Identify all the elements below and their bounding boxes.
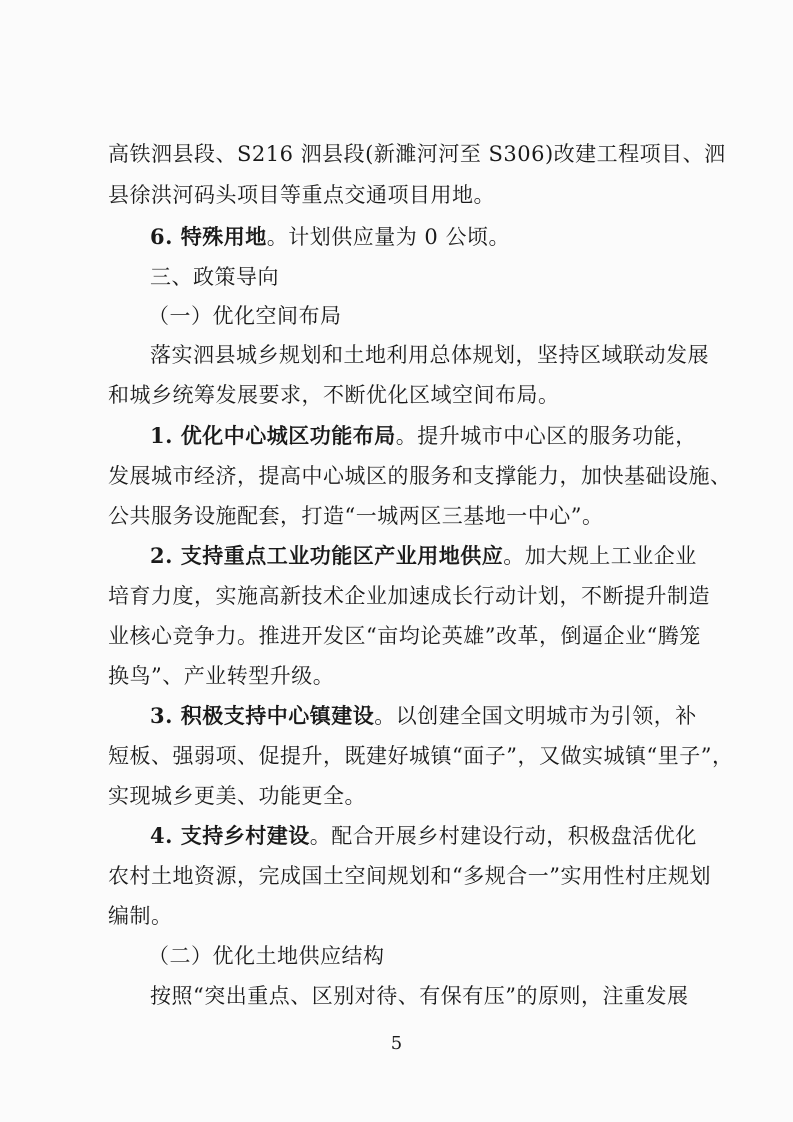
paragraph-line	[108, 582, 710, 610]
item-text: 。计划供应量为 0 公顷。	[266, 225, 510, 249]
paragraph-line	[108, 742, 734, 770]
line-text: 落实泗县城乡规划和土地利用总体规划，坚持区域联动发展	[150, 343, 709, 367]
line-text: 发展城市经济，提高中心城区的服务和支撑能力，加快基础设施、	[108, 464, 732, 488]
line-text: 按照“突出重点、区别对待、有保有压”的原则，注重发展	[150, 984, 689, 1008]
item-title: 4. 支持乡村建设	[150, 823, 310, 848]
paragraph-line	[108, 502, 688, 530]
paragraph-line	[108, 662, 688, 690]
line-text: 县徐洪河码头项目等重点交通项目用地。	[108, 183, 495, 207]
paragraph-line	[108, 622, 701, 650]
paragraph-line	[108, 140, 726, 168]
paragraph-line	[108, 782, 688, 810]
line-text: 编制。	[108, 904, 173, 928]
line-text: 高铁泗县段、S216 泗县段(新濉河河至 S306)改建工程项目、泗	[108, 142, 726, 166]
line-text: 短板、强弱项、促提升，既建好城镇“面子”，又做实城镇“里子”，	[108, 744, 734, 768]
item-title: 1. 优化中心城区功能布局	[150, 423, 396, 448]
subsection-title: （二）优化土地供应结构	[148, 944, 385, 968]
paragraph-line	[108, 862, 711, 890]
item-text: 。加大规上工业企业	[503, 544, 697, 568]
list-item-heading	[150, 822, 730, 850]
line-text: 业核心竞争力。推进开发区“亩均论英雄”改革，倒逼企业“腾笼	[108, 624, 701, 648]
section-title: 三、政策导向	[150, 265, 279, 289]
list-item-heading	[150, 422, 730, 450]
paragraph-line	[108, 902, 688, 930]
item-text: 。提升城市中心区的服务功能，	[395, 424, 697, 448]
list-item-heading	[150, 223, 730, 251]
page-number: 5	[390, 1033, 403, 1054]
paragraph-line	[150, 982, 688, 1010]
paragraph-line	[150, 341, 709, 369]
line-text: 农村土地资源，完成国土空间规划和“多规合一”实用性村庄规划	[108, 864, 711, 888]
subsection-heading	[148, 302, 728, 330]
item-title: 6. 特殊用地	[150, 224, 267, 249]
section-heading	[150, 263, 730, 291]
paragraph-line	[108, 181, 688, 209]
line-text: 公共服务设施配套，打造“一城两区三基地一中心”。	[108, 504, 604, 528]
paragraph-line	[108, 381, 688, 409]
subsection-heading	[148, 942, 728, 970]
item-text: 。以创建全国文明城市为引领，补	[374, 704, 697, 728]
line-text: 实现城乡更美、功能更全。	[108, 784, 366, 808]
subsection-title: （一）优化空间布局	[148, 304, 342, 328]
paragraph-line	[108, 462, 732, 490]
item-title: 2. 支持重点工业功能区产业用地供应	[150, 543, 504, 568]
list-item-heading	[150, 702, 730, 730]
item-text: 。配合开展乡村建设行动，积极盘活优化	[309, 824, 697, 848]
list-item-heading	[150, 542, 730, 570]
line-text: 换鸟”、产业转型升级。	[108, 664, 335, 688]
line-text: 培育力度，实施高新技术企业加速成长行动计划，不断提升制造	[108, 584, 710, 608]
line-text: 和城乡统筹发展要求，不断优化区域空间布局。	[108, 383, 560, 407]
item-title: 3. 积极支持中心镇建设	[150, 703, 375, 728]
